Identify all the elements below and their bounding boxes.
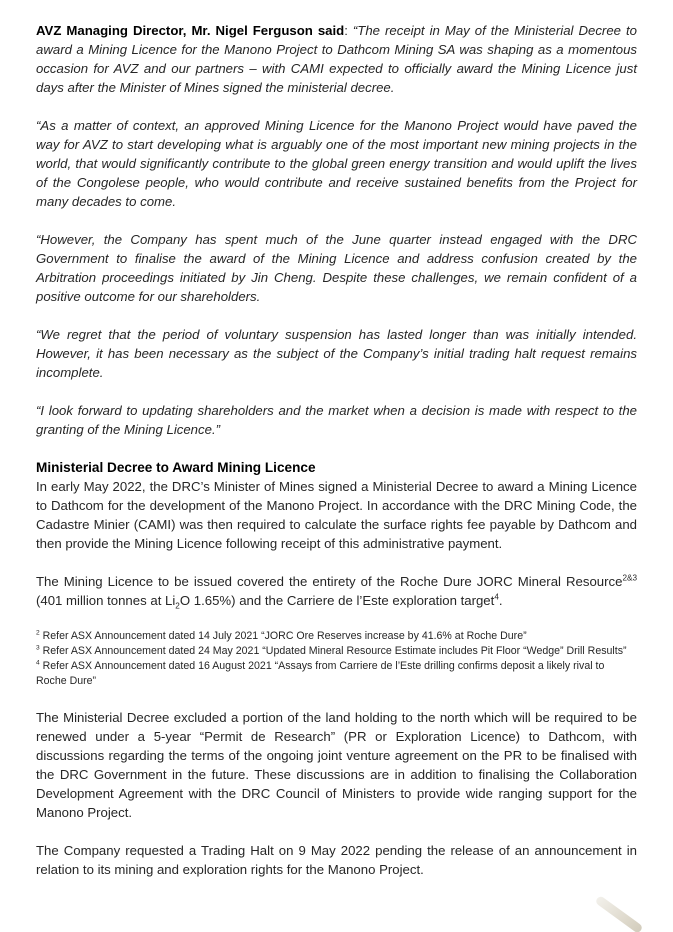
- footnote-3: $^3$ Refer ASX Announcement dated 24 May 2021 “Updated Mineral Resource Estimate includes Pit Floor “Wedge” Drill Results”: [36, 644, 627, 657]
- quote-paragraph-2: “As a matter of context, an approved Mining Licence for the Manono Project would have paved the way for AVZ to start developing what is arguably one of the most important new mining projects in the world, that would significantly contribute to the global green energy transition and would uplift the lives of the Congolese people, who would contribute and receive sustained benefits from the Project for many decades to come.: [36, 118, 637, 209]
- body-paragraph-4: The Company requested a Trading Halt on 9 May 2022 pending the release of an announcement in relation to its mining and exploration rights for the Manono Project.: [36, 843, 637, 877]
- footnote-2: $^2$ Refer ASX Announcement dated 14 July 2021 “JORC Ore Reserves increase by 41.6% at Roche Dure”: [36, 629, 527, 642]
- body-paragraph-3: The Ministerial Decree excluded a portion of the land holding to the north which will be required to be renewed under a 5-year “Permit de Research” (PR or Exploration Licence) to Dathcom, with discussions regarding the terms of the ongoing joint venture agreement on the PR to be finalised with the DRC Government in the future. These discussions are in addition to finalising the Collaboration Development Agreement with the DRC Council of Ministers to provide wide ranging support for the Manono Project.: [36, 710, 637, 820]
- quote-paragraph-5: “I look forward to updating shareholders and the market when a decision is made with respect to the granting of the Mining Licence.”: [36, 403, 637, 437]
- footnotes-block: [36, 629, 637, 689]
- section-heading: Ministerial Decree to Award Mining Licence: [36, 460, 316, 475]
- footnote-4: $^4$ Refer ASX Announcement dated 16 August 2021 “Assays from Carriere de l’Este drilling confirms deposit a likely rival to Roche Dure”: [36, 659, 605, 687]
- body-paragraph-2: The Mining Licence to be issued covered the entirety of the Roche Dure JORC Mineral Resource$^{2\&3}$ (401 million tonnes at $Li_2O$ 1.65%) and the Carriere de l’Este exploration target$^4$.: [36, 573, 637, 611]
- quote-paragraph-4: “We regret that the period of voluntary suspension has lasted longer than was initially intended. However, it has been necessary as the subject of the Company’s initial trading halt request remains incomplete.: [36, 327, 637, 380]
- quote-paragraph-3: “However, the Company has spent much of the June quarter instead engaged with the DRC Government to finalise the award of the Mining Licence and address confusion created by the Arbitration proceedings initiated by Jin Cheng. Despite these challenges, we remain confident of a positive outcome for our shareholders.: [36, 232, 637, 304]
- body-paragraph-1: In early May 2022, the DRC’s Minister of Mines signed a Ministerial Decree to award a Mining Licence to Dathcom for the development of the Manono Project. In accordance with the DRC Mining Code, the Cadastre Minier (CAMI) was then required to calculate the surface rights fee payable by Dathcom and then provide the Mining Licence following receipt of this administrative payment.: [36, 479, 637, 551]
- watermark-swoosh-graphic: [595, 895, 644, 932]
- quote-paragraph-1: AVZ Managing Director, Mr. Nigel Ferguson said: “The receipt in May of the Ministerial Decree to award a Mining Licence for the Manono Project to Dathcom Mining SA was shaping as a momentous occasion for AVZ and our partners – with CAMI expected to officially award the Mining Licence just days after the Minister of Mines signed the ministerial decree.: [36, 23, 637, 95]
